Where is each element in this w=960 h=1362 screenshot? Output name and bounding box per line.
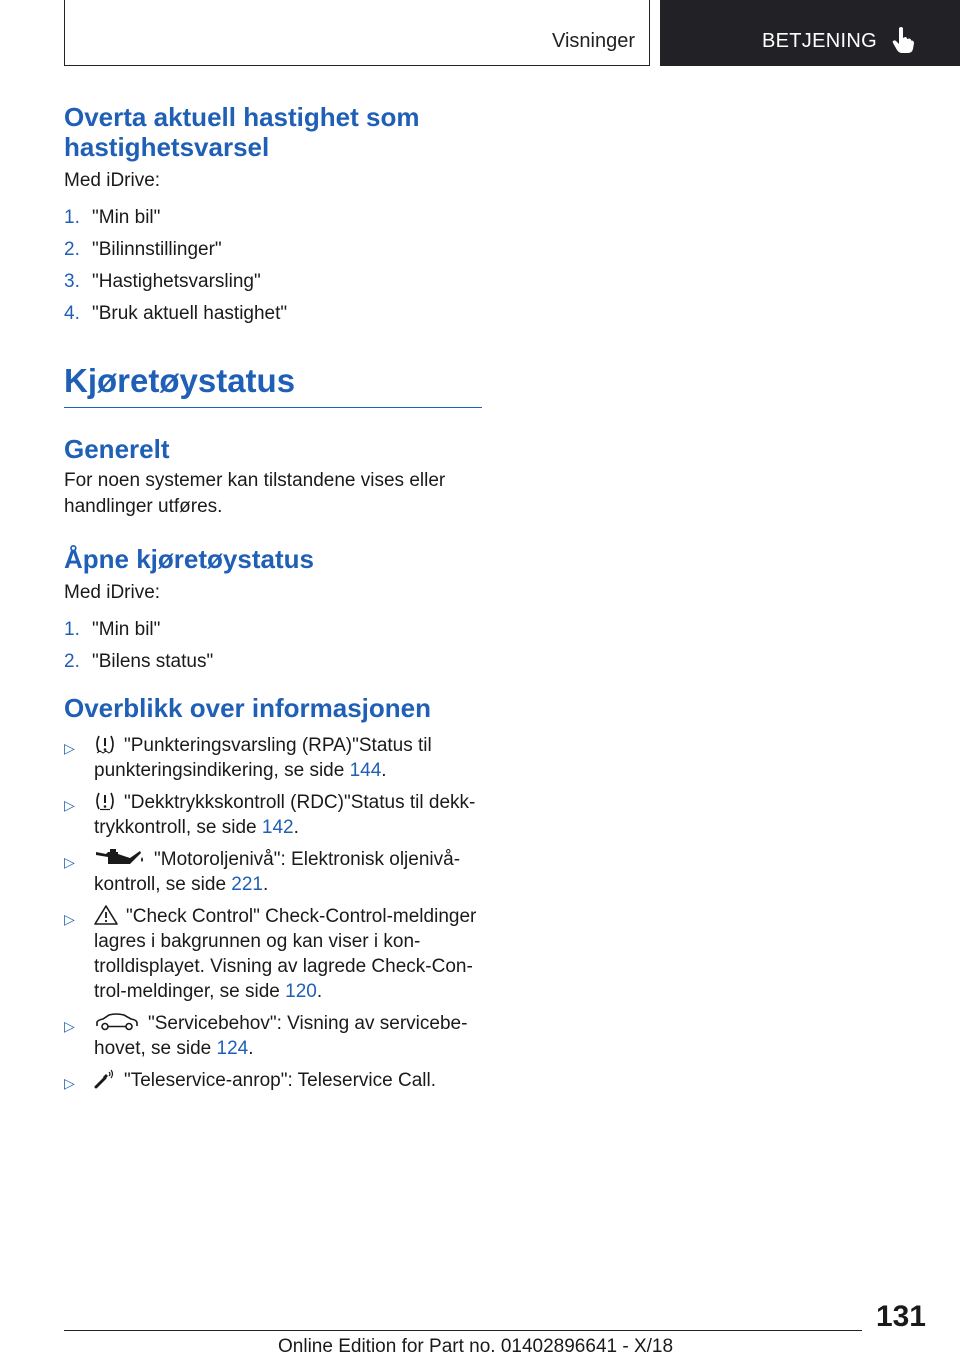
- page-reference-link[interactable]: 120: [285, 981, 317, 1002]
- step-number: 2.: [64, 239, 80, 260]
- header-chapter-label: BETJENING: [762, 30, 877, 52]
- list-item: [64, 1068, 482, 1096]
- vehicle-status-title: Kjøretøystatus: [64, 361, 482, 408]
- list-item: [64, 904, 482, 1004]
- item-text: "Dekktrykkskontroll (RDC)"Status til dekktrykkontroll, se side: [94, 792, 476, 838]
- list-item: [64, 269, 482, 295]
- step-text: "Bilens status": [92, 651, 214, 672]
- header-section-tab: [64, 0, 650, 66]
- list-item: [64, 1011, 482, 1061]
- speed-section-lead: Med iDrive:: [64, 170, 161, 191]
- item-tail: .: [293, 817, 299, 838]
- oil-can-icon: [94, 848, 146, 868]
- step-number: 3.: [64, 271, 80, 292]
- list-item: [64, 649, 482, 675]
- teleservice-wrench-icon: [94, 1069, 116, 1089]
- footer-edition-text: Online Edition for Part no. 01402896641 - X/18: [278, 1336, 674, 1357]
- step-number: 2.: [64, 651, 80, 672]
- list-item: [64, 237, 482, 263]
- warning-triangle-icon: [94, 905, 118, 925]
- step-text: "Min bil": [92, 619, 161, 640]
- item-tail: .: [248, 1038, 254, 1059]
- item-tail: .: [316, 981, 323, 1002]
- general-text: For noen systemer kan tilstandene vises eller handlinger utføres.: [64, 470, 446, 517]
- list-item: [64, 301, 482, 327]
- content-column: [64, 102, 482, 1103]
- page-reference-link[interactable]: 124: [216, 1038, 249, 1059]
- bullet-triangle-icon: ▷: [64, 911, 75, 927]
- step-text: "Hastighetsvarsling": [92, 271, 261, 292]
- hand-pointer-icon: [892, 26, 914, 54]
- item-text: "Servicebehov": Visning av servicebehovet, se side: [94, 1013, 468, 1059]
- bullet-triangle-icon: ▷: [64, 1075, 75, 1091]
- step-text: "Bilinnstillinger": [92, 239, 222, 260]
- service-car-icon: [94, 1012, 140, 1032]
- tire-warning-icon: [94, 734, 116, 754]
- overview-list: [64, 733, 482, 1096]
- list-item: [64, 733, 482, 783]
- item-text: "Punkteringsvarsling (RPA)"Status til punkteringsindikering, se side: [94, 735, 432, 781]
- page-reference-link[interactable]: 144: [349, 760, 382, 781]
- page-reference-link[interactable]: 221: [231, 874, 263, 895]
- step-text: "Min bil": [92, 207, 161, 228]
- list-item: [64, 617, 482, 643]
- list-item: [64, 790, 482, 840]
- page-reference-link[interactable]: 142: [261, 817, 294, 838]
- item-text: "Check Control" Check-Control-meldinger lagres i bakgrunnen og kan viser i kontrolldisplayet. Visning av lagrede Check-Control-meldinger, se side: [94, 906, 477, 1002]
- open-status-title: Åpne kjøretøystatus: [64, 544, 314, 574]
- list-item: [64, 205, 482, 231]
- open-status-lead: Med iDrive:: [64, 582, 161, 603]
- bullet-triangle-icon: ▷: [64, 740, 75, 756]
- bullet-triangle-icon: ▷: [64, 1018, 75, 1034]
- tire-pressure-icon: [94, 791, 116, 811]
- speed-steps-list: [64, 205, 482, 327]
- overview-title: Overblikk over informasjonen: [64, 693, 432, 723]
- header-section-label: Visninger: [551, 30, 635, 52]
- bullet-triangle-icon: ▷: [64, 854, 75, 870]
- step-text: "Bruk aktuell hastighet": [92, 303, 288, 324]
- item-tail: .: [263, 874, 269, 895]
- step-number: 4.: [64, 303, 80, 324]
- open-status-steps-list: [64, 617, 482, 675]
- step-number: 1.: [64, 619, 80, 640]
- speed-section-title: Overta aktuell hastighet som hastighetsvarsel: [64, 102, 420, 162]
- item-tail: .: [381, 760, 387, 781]
- item-text: "Motoroljenivå": Elektronisk oljenivåkontroll, se side: [94, 849, 461, 895]
- general-title: Generelt: [64, 434, 170, 464]
- header-chapter-tab: [660, 0, 960, 66]
- footer-divider: [64, 1330, 862, 1331]
- page-number: 131: [875, 1300, 926, 1333]
- step-number: 1.: [64, 207, 80, 228]
- list-item: [64, 847, 482, 897]
- bullet-triangle-icon: ▷: [64, 797, 75, 813]
- item-text: "Teleservice-anrop": Teleservice Call.: [124, 1070, 436, 1091]
